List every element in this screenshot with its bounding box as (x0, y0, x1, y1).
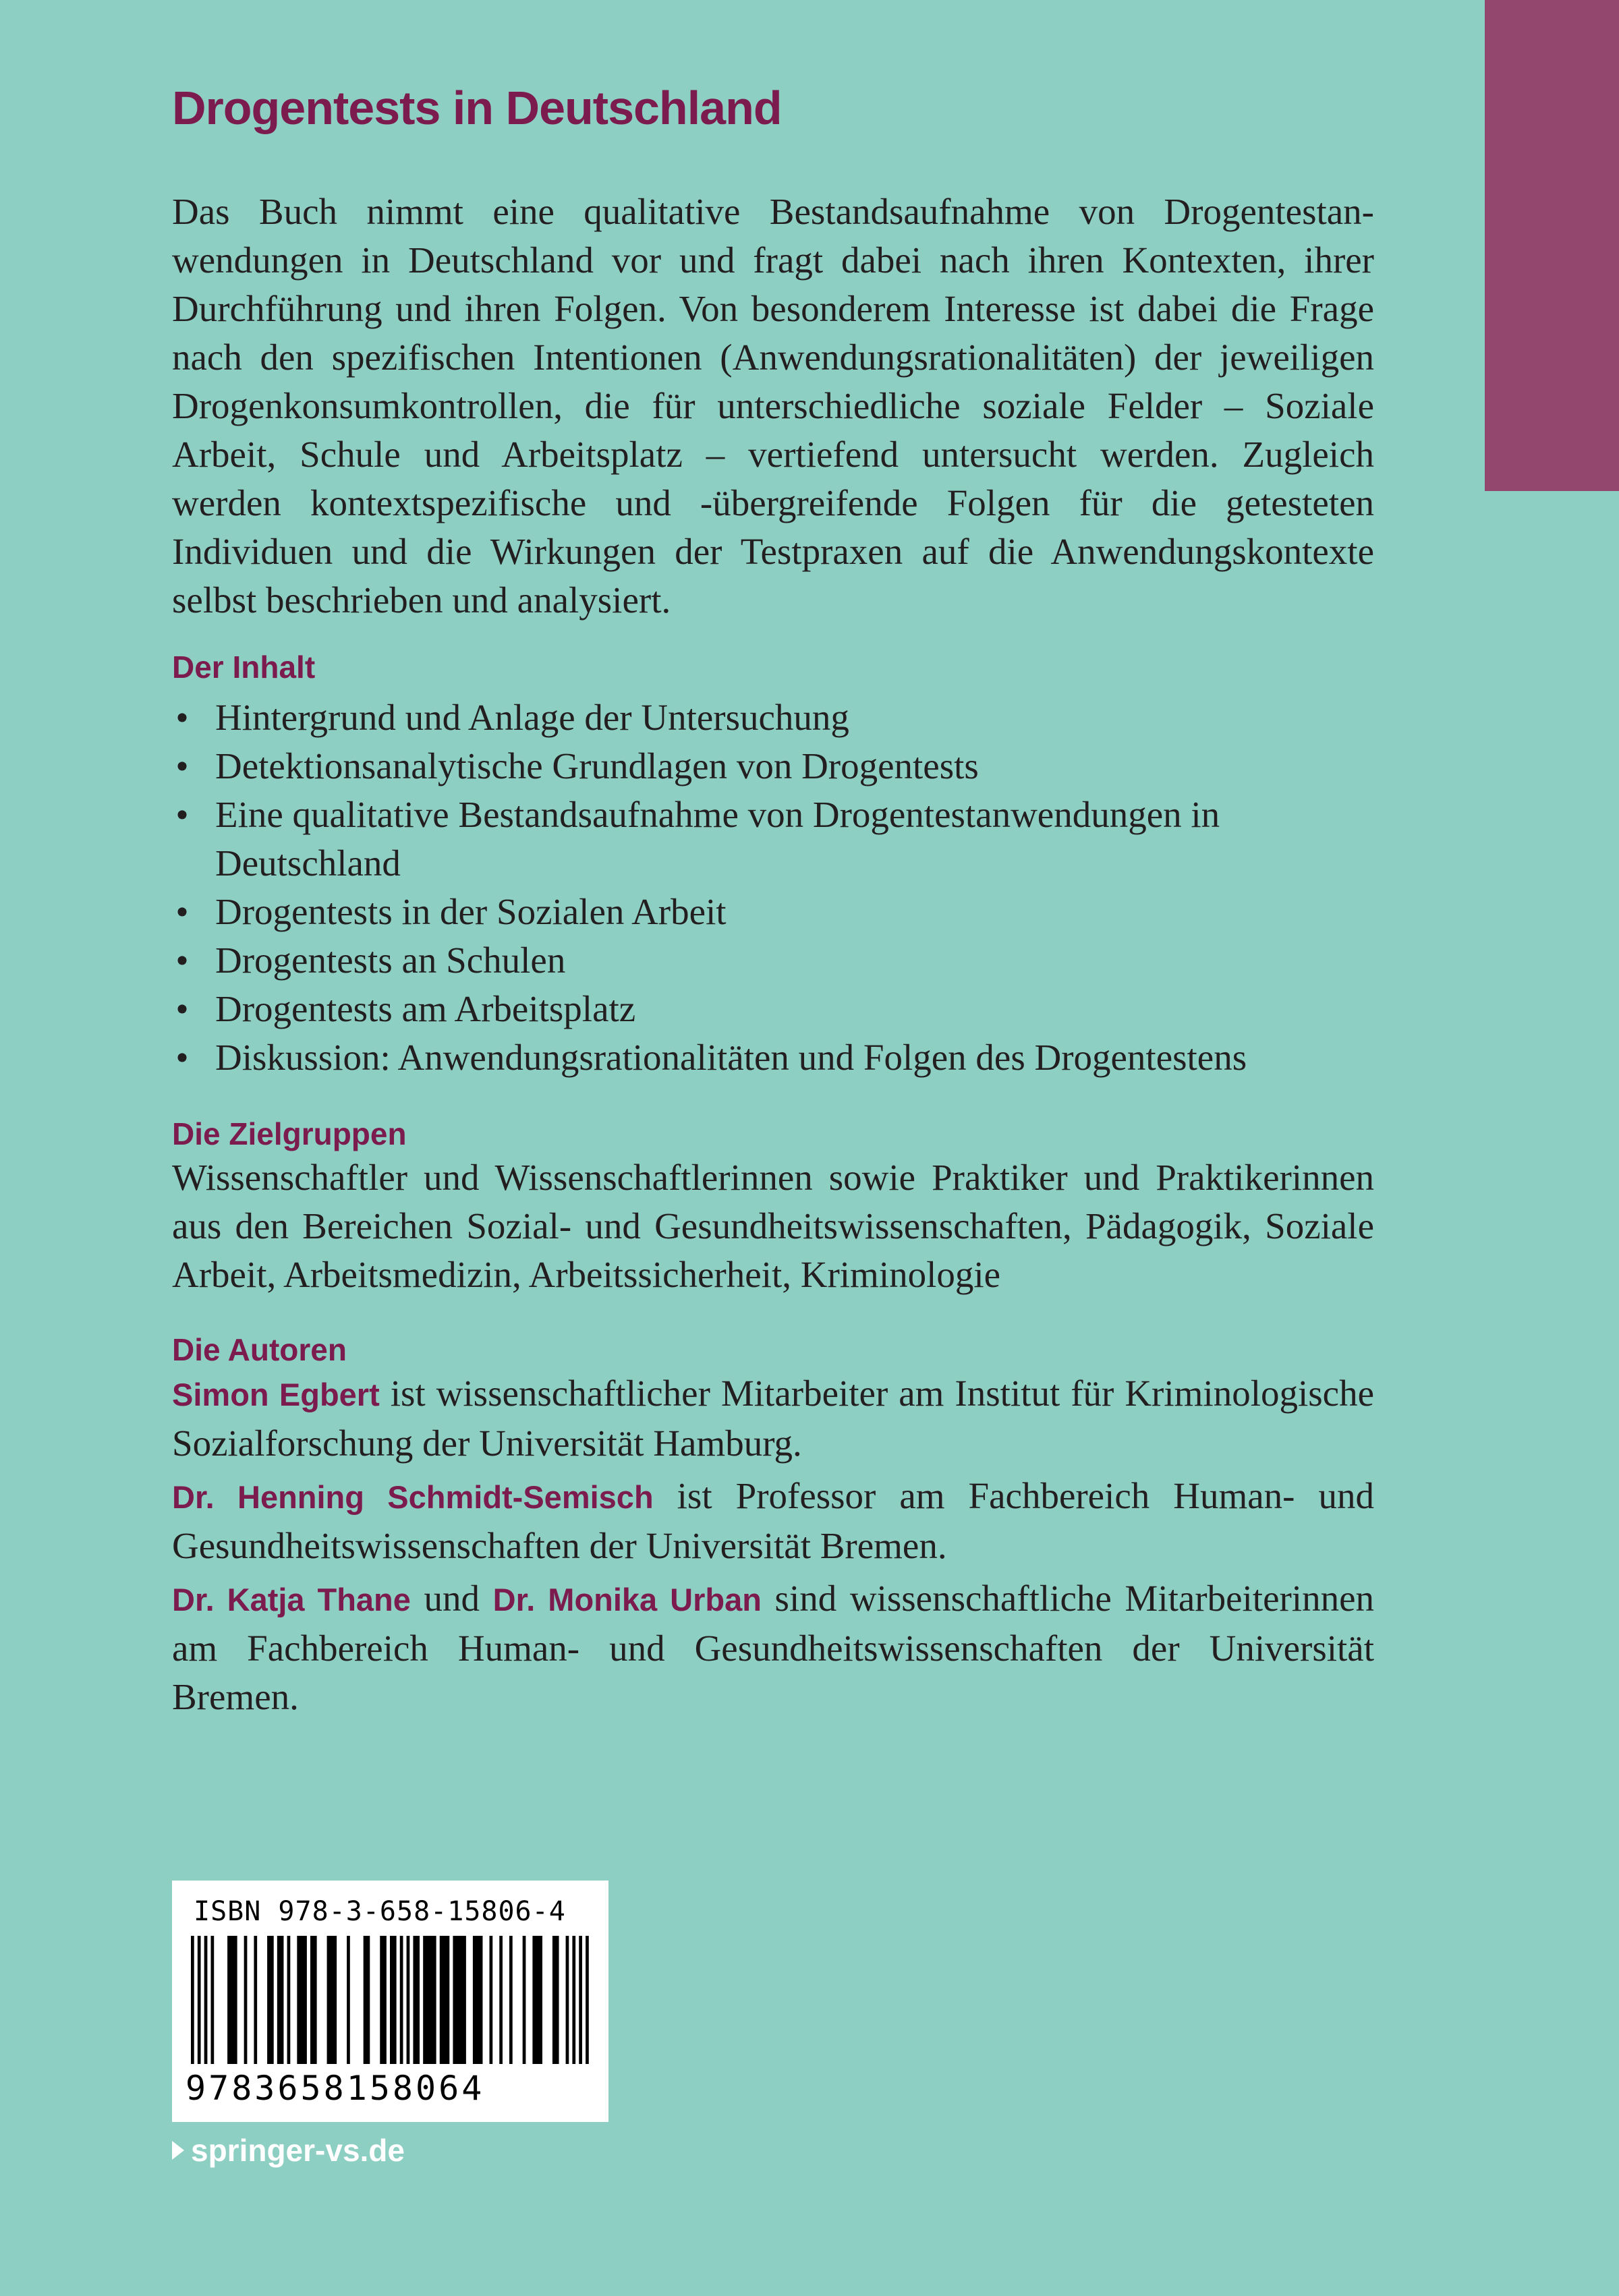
publisher-url: springer-vs.de (191, 2133, 405, 2168)
list-item (172, 888, 1374, 936)
barcode-bar (347, 1936, 350, 2064)
author-name: Dr. Katja Thane (172, 1582, 411, 1617)
barcode-bar (204, 1936, 208, 2064)
book-title: Drogentests in Deutschland (172, 82, 782, 134)
publisher-link[interactable] (172, 2131, 405, 2169)
author-name: Dr. Henning Schmidt-Semisch (172, 1479, 654, 1515)
barcode-bar (566, 1936, 569, 2064)
barcode-bar (244, 1936, 248, 2064)
barcode-bar (407, 1936, 410, 2064)
intro-paragraph: Das Buch nimmt eine qualitative Bestandsaufnahme von Drogentestanwendungen in Deutschland vor und fragt dabei nach ihren Kontexten, ihrer Durchführung und ihren Folgen. Von besonderem Interesse ist dabei die Frage nach den spezifischen Intentionen (Anwendungsrationalitäten) der jeweiligen Drogenkonsumkontrollen, die für unterschiedliche soziale Felder – Soziale Arbeit, Schule und Arbeitsplatz – vertiefend untersucht werden. Zugleich werden kontextspezifische und -übergreifende Folgen für die getesteten Individuen und die Wirkungen der Testpraxen auf die Anwendungskontexte selbst beschrieben und analysiert. (172, 191, 1374, 621)
contents-list (172, 693, 1374, 1082)
list-item-text: Diskussion: Anwendungsrationalitäten und Folgen des Drogentestens (215, 1037, 1247, 1078)
authors-section (172, 1330, 1374, 1721)
list-item-text: Drogentests an Schulen (215, 940, 566, 981)
author-name: Dr. Monika Urban (492, 1582, 762, 1617)
isbn-barcode (172, 1881, 608, 2122)
audience-section (172, 1114, 1374, 1299)
author-bio: sind wissenschaftliche Mitarbeiterinnen am Fachbereich Human- und Gesundheitswissenschaften der Universität Bremen. (172, 1578, 1374, 1717)
barcode-bar (380, 1936, 387, 2064)
barcode-bar (400, 1936, 403, 2064)
barcode-bar (499, 1936, 503, 2064)
barcode-bar (552, 1936, 559, 2064)
list-item (172, 742, 1374, 791)
bullet-icon: • (175, 745, 189, 786)
barcode-bar (390, 1936, 397, 2064)
bullet-icon: • (175, 988, 189, 1029)
list-item (172, 985, 1374, 1033)
contents-section (172, 648, 1374, 1082)
barcode-bar (453, 1936, 465, 2064)
bullet-icon: • (175, 940, 189, 981)
arrow-right-icon (172, 2141, 184, 2160)
audience-heading: Die Zielgruppen (172, 1116, 407, 1151)
author-entry (172, 1574, 1374, 1721)
barcode-bar (579, 1936, 582, 2064)
barcode-bar (413, 1936, 420, 2064)
barcode-bar (440, 1936, 450, 2064)
list-item (172, 1033, 1374, 1082)
barcode-bar (191, 1936, 194, 2064)
contents-heading: Der Inhalt (172, 650, 316, 685)
list-item-text: Drogentests am Arbeitsplatz (215, 988, 636, 1029)
barcode-bar (287, 1936, 291, 2064)
authors-list (172, 1369, 1374, 1721)
author-entry (172, 1472, 1374, 1570)
bullet-icon: • (175, 1037, 189, 1078)
barcode-bars (191, 1936, 589, 2071)
barcode-bar (254, 1936, 257, 2064)
barcode-bar (227, 1936, 237, 2064)
audience-text: Wissenschaftler und Wissenschaftlerinnen sowie Praktiker und Praktikerinnen aus den Bereichen Sozial- und Gesundheitswissenschaften, Pädagogik, Soziale Arbeit, Arbeitsmedizin, Arbeitssicherheit, Kriminologie (172, 1157, 1374, 1295)
barcode-bar (473, 1936, 483, 2064)
authors-heading: Die Autoren (172, 1332, 347, 1367)
list-item-text: Drogentests in der Sozialen Arbeit (215, 891, 727, 932)
bullet-icon: • (175, 891, 189, 932)
barcode-bar (423, 1936, 436, 2064)
barcode-digits: 9783658158064 (186, 2069, 485, 2108)
barcode-bar (490, 1936, 493, 2064)
list-item (172, 791, 1374, 888)
bullet-icon: • (175, 794, 189, 835)
author-bio: ist wissenschaftlicher Mitarbeiter am Institut für Kriminologische Sozialforschung der Universität Hamburg. (172, 1373, 1374, 1464)
barcode-bar (267, 1936, 274, 2064)
list-item (172, 936, 1374, 985)
barcode-bar (572, 1936, 575, 2064)
barcode-bar (198, 1936, 201, 2064)
barcode-bar (523, 1936, 526, 2064)
author-bio: ist Professor am Fachbereich Human- und Gesundheitswissenschaften der Universität Bremen. (172, 1475, 1374, 1566)
author-connector: und (410, 1578, 493, 1619)
list-item-text: Detektionsanalytische Grundlagen von Drogentests (215, 745, 979, 786)
barcode-bar (327, 1936, 337, 2064)
barcode-bar (310, 1936, 317, 2064)
barcode-bar (211, 1936, 215, 2064)
accent-bar (1485, 0, 1619, 491)
bullet-icon: • (175, 697, 189, 738)
author-name: Simon Egbert (172, 1377, 380, 1412)
list-item-text: Eine qualitative Bestandsaufnahme von Drogentestanwendungen in Deutschland (215, 794, 1220, 884)
barcode-bar (297, 1936, 307, 2064)
barcode-bar (532, 1936, 542, 2064)
barcode-bar (586, 1936, 589, 2064)
list-item-text: Hintergrund und Anlage der Untersuchung (215, 697, 849, 738)
author-entry (172, 1369, 1374, 1468)
back-cover-content (172, 80, 1374, 1721)
isbn-label: ISBN 978-3-658-15806-4 (194, 1896, 566, 1927)
barcode-bar (364, 1936, 370, 2064)
barcode-bar (509, 1936, 513, 2064)
barcode-bar (277, 1936, 284, 2064)
list-item (172, 693, 1374, 742)
